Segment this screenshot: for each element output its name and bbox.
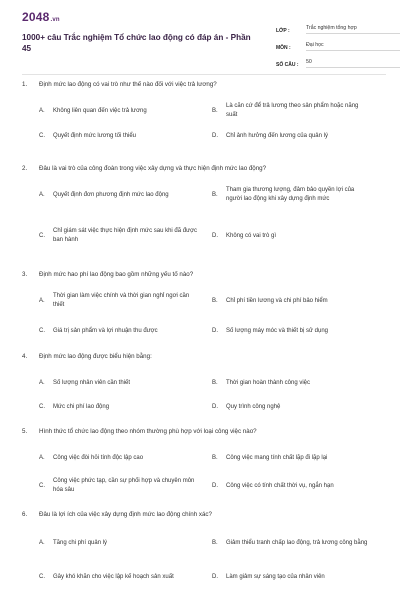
option-text: Thời gian hoàn thành công việc <box>226 379 310 386</box>
question-item <box>22 510 378 580</box>
question-number: 3. <box>22 271 28 278</box>
answer-option[interactable] <box>212 227 378 245</box>
question-text: Định mức lao động được biểu hiện bằng: <box>39 353 152 360</box>
option-text: Công việc mang tính chất lặp đi lặp lại <box>226 454 328 461</box>
answer-option[interactable] <box>212 477 378 495</box>
option-text: Quyết định mức lương tối thiểu <box>53 132 137 139</box>
answer-option[interactable] <box>212 292 378 310</box>
meta-value: 50 <box>306 59 400 68</box>
question-header <box>22 352 378 361</box>
answer-option[interactable] <box>212 534 378 552</box>
answer-option[interactable] <box>39 477 209 495</box>
answer-option[interactable] <box>212 322 378 340</box>
option-text: Chỉ phí tiền lương và chi phí bảo hiểm <box>226 297 328 304</box>
option-letter: C. <box>39 132 45 139</box>
meta-label: SỐ CÂU : <box>276 62 299 68</box>
option-letter: B. <box>212 379 218 386</box>
answer-option[interactable] <box>212 398 378 416</box>
answer-option[interactable] <box>39 568 209 586</box>
option-text: Chỉ giám sát việc thực hiện định mức sau khi đã được ban hành <box>53 228 198 243</box>
option-text: Không liên quan đến việc trả lương <box>53 107 147 114</box>
site-logo[interactable] <box>22 10 60 24</box>
answer-option[interactable] <box>212 374 378 392</box>
meta-value: Trắc nghiệm tổng hợp <box>306 25 400 34</box>
meta-class-row <box>276 20 400 34</box>
answer-option[interactable] <box>39 292 209 310</box>
question-text: Định mức lao động có vai trò như thế nào đối với việc trả lương? <box>39 81 217 88</box>
option-text: Giảm thiểu tranh chấp lao động, trả lương công bằng <box>226 539 368 546</box>
option-letter: A. <box>39 297 45 304</box>
question-header <box>22 80 378 89</box>
option-letter: C. <box>39 482 45 489</box>
option-letter: C. <box>39 403 45 410</box>
question-number: 2. <box>22 165 28 172</box>
option-text: Quy trình công nghệ <box>226 403 281 410</box>
option-text: Không có vai trò gì <box>226 232 277 239</box>
option-letter: B. <box>212 107 218 114</box>
answer-option[interactable] <box>212 568 378 586</box>
option-text: Công việc đòi hỏi tính độc lập cao <box>53 454 144 461</box>
answer-option[interactable] <box>212 449 378 467</box>
logo-main: 2048 <box>22 10 50 24</box>
option-letter: B. <box>212 191 218 198</box>
question-item <box>22 164 378 243</box>
option-letter: A. <box>39 539 45 546</box>
option-letter: C. <box>39 327 45 334</box>
question-text: Đâu là lợi ích của việc xây dựng định mức lao động chính xác? <box>39 511 212 518</box>
question-number: 4. <box>22 353 28 360</box>
question-header <box>22 427 378 436</box>
option-letter: A. <box>39 191 45 198</box>
option-text: Công việc phức tạp, cần sự phối hợp và chuyên môn hóa sâu <box>53 478 195 493</box>
option-letter: D. <box>212 132 218 139</box>
option-letter: D. <box>212 573 218 580</box>
question-header <box>22 164 378 173</box>
option-text: Làm giảm sự sáng tạo của nhân viên <box>226 573 325 580</box>
question-text: Đâu là vai trò của công đoàn trong việc xây dựng và thực hiện định mức lao động? <box>39 165 267 172</box>
option-letter: D. <box>212 403 218 410</box>
option-text: Thời gian làm việc chính và thời gian nghỉ ngơi cần thiết <box>53 293 190 308</box>
option-letter: B. <box>212 454 218 461</box>
answer-option[interactable] <box>39 374 209 392</box>
answer-option[interactable] <box>39 449 209 467</box>
option-letter: D. <box>212 482 218 489</box>
question-text: Hình thức tổ chức lao động theo nhóm thường phù hợp với loại công việc nào? <box>39 428 257 435</box>
logo-tld: .vn <box>50 17 60 23</box>
answer-option[interactable] <box>212 186 378 204</box>
option-text: Là căn cứ để trả lương theo sản phẩm hoặc năng suất <box>226 103 359 118</box>
question-item <box>22 427 378 493</box>
meta-label: MÔN : <box>276 45 291 51</box>
option-letter: D. <box>212 327 218 334</box>
header <box>22 10 386 70</box>
answer-option[interactable] <box>39 398 209 416</box>
answer-option[interactable] <box>39 322 209 340</box>
option-text: Số lượng nhân viên cần thiết <box>53 379 131 386</box>
option-letter: A. <box>39 107 45 114</box>
option-letter: D. <box>212 232 218 239</box>
meta-count-row <box>276 54 400 68</box>
option-text: Chỉ ảnh hưởng đến lương của quản lý <box>226 132 328 139</box>
question-number: 6. <box>22 511 28 518</box>
document-title: 1000+ câu Trắc nghiệm Tổ chức lao động có đáp án - Phần 45 <box>22 33 251 53</box>
option-text: Tăng chi phí quản lý <box>53 539 108 546</box>
question-item <box>22 80 378 139</box>
option-letter: C. <box>39 232 45 239</box>
option-text: Gây khó khăn cho việc lập kế hoạch sản xuất <box>53 573 174 580</box>
answer-option[interactable] <box>39 102 209 120</box>
answer-option[interactable] <box>212 102 378 120</box>
answer-option[interactable] <box>39 227 209 245</box>
question-number: 1. <box>22 81 28 88</box>
answer-option[interactable] <box>39 127 209 145</box>
meta-value: Đại học <box>306 42 400 51</box>
header-divider <box>22 74 386 75</box>
answer-option[interactable] <box>212 127 378 145</box>
option-letter: B. <box>212 297 218 304</box>
option-text: Công việc có tính chất thời vụ, ngắn hạn <box>226 482 334 489</box>
question-header <box>22 510 378 519</box>
option-text: Tham gia thương lượng, đảm bảo quyền lợi của người lao động khi xây dựng định mức <box>226 187 355 202</box>
option-text: Quyết định đơn phương định mức lao động <box>53 191 169 198</box>
option-letter: A. <box>39 454 45 461</box>
question-item <box>22 270 378 334</box>
option-letter: C. <box>39 573 45 580</box>
option-text: Mức chi phí lao động <box>53 403 110 410</box>
option-text: Giá trị sản phẩm và lợi nhuận thu được <box>53 327 158 334</box>
meta-label: LỚP : <box>276 28 290 34</box>
meta-subject-row <box>276 37 400 51</box>
option-letter: A. <box>39 379 45 386</box>
document-meta <box>276 20 400 71</box>
question-item <box>22 352 378 410</box>
answer-option[interactable] <box>39 186 209 204</box>
option-text: Số lượng máy móc và thiết bị sử dụng <box>226 327 329 334</box>
option-letter: B. <box>212 539 218 546</box>
question-number: 5. <box>22 428 28 435</box>
question-text: Định mức hao phí lao động bao gồm những yếu tố nào? <box>39 271 194 278</box>
answer-option[interactable] <box>39 534 209 552</box>
question-header <box>22 270 378 279</box>
